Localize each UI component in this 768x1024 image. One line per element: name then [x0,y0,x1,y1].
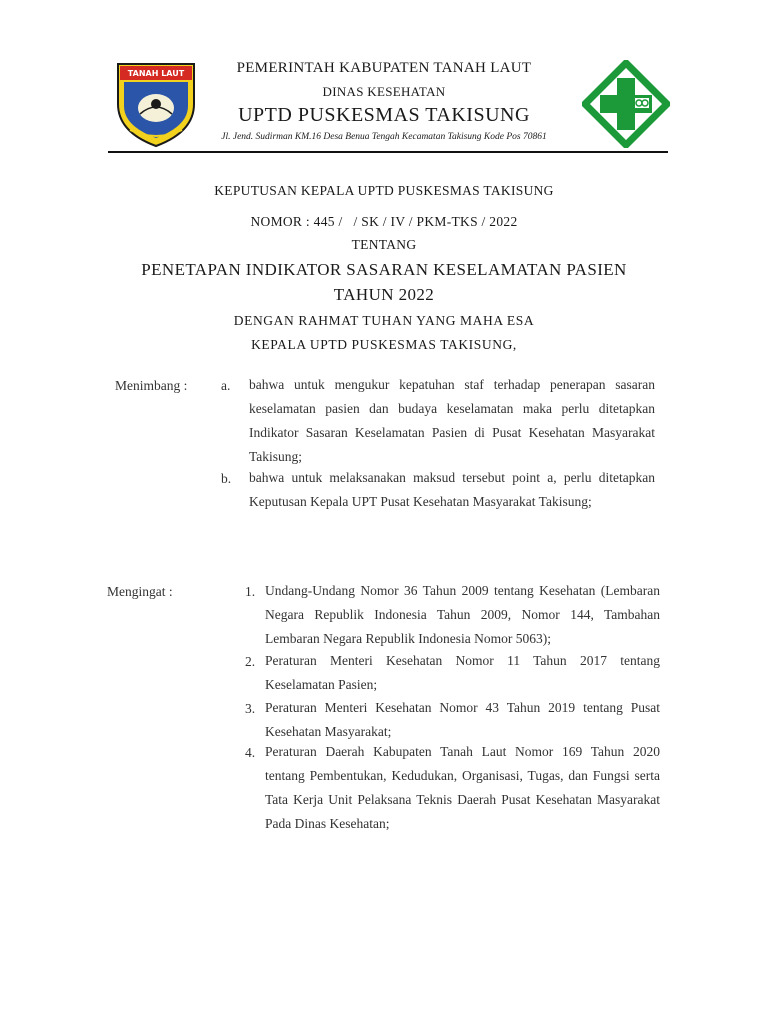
mengingat-marker-1: 1. [245,584,256,599]
mengingat-item-1: Undang-Undang Nomor 36 Tahun 2009 tentang Kesehatan (Lembaran Negara Republik Indonesia Tahun 2009, Nomor 144, Tambahan Lembaran Negara Republik Indonesia Nomor 5063); [265,583,660,646]
letterhead-divider [108,151,668,153]
menimbang-label: Menimbang : [115,378,188,393]
menimbang-item-b: bahwa untuk melaksanakan maksud tersebut point a, perlu ditetapkan Keputusan Kepala UPT Pusat Kesehatan Masyarakat Takisung; [249,470,655,509]
mengingat-marker-4: 4. [245,745,256,760]
letterhead-department: DINAS KESEHATAN [322,84,446,99]
menimbang-marker-a: a. [221,378,231,393]
mengingat-marker-3: 3. [245,701,256,716]
mengingat-item-3: Peraturan Menteri Kesehatan Nomor 43 Tahun 2019 tentang Pusat Kesehatan Masyarakat; [265,700,660,739]
letterhead-address: Jl. Jend. Sudirman KM.16 Desa Benua Tengah Kecamatan Takisung Kode Pos 70861 [221,132,547,142]
mengingat-marker-2: 2. [245,654,256,669]
menimbang-item-a: bahwa untuk mengukur kepatuhan staf terhadap penerapan sasaran keselamatan pasien dan budaya keselamatan maka perlu ditetapkan Indikator Sasaran Keselamatan Pasien di Pusat Kesehatan Masyarakat Takisung; [249,377,655,464]
mengingat-item-4: Peraturan Daerah Kabupaten Tanah Laut Nomor 169 Tahun 2020 tentang Pembentukan, Kedudukan, Organisasi, Tugas, dan Fungsi serta Tata Kerja Unit Pelaksana Teknis Daerah Pusat Kesehatan Masyarakat Pada Dinas Kesehatan; [265,744,660,831]
invocation: DENGAN RAHMAT TUHAN YANG MAHA ESA [233,313,535,328]
issuer: KEPALA UPTD PUSKESMAS TAKISUNG, [251,337,517,352]
letterhead-government: PEMERINTAH KABUPATEN TANAH LAUT [236,60,532,76]
decree-year: TAHUN 2022 [333,285,435,304]
decree-number: NOMOR : 445 / / SK / IV / PKM-TKS / 2022 [250,214,518,229]
menimbang-marker-b: b. [221,471,232,486]
mengingat-label: Mengingat : [107,584,173,599]
letterhead-institution: UPTD PUSKESMAS TAKISUNG [238,104,530,126]
mengingat-item-2: Peraturan Menteri Kesehatan Nomor 11 Tahun 2017 tentang Keselamatan Pasien; [265,653,660,692]
decree-title: KEPUTUSAN KEPALA UPTD PUSKESMAS TAKISUNG [214,183,554,198]
decree-about: TENTANG [351,237,417,252]
emblem-caption: TANAH LAUT [127,69,185,78]
decree-subject: PENETAPAN INDIKATOR SASARAN KESELAMATAN PASIEN [141,260,627,279]
